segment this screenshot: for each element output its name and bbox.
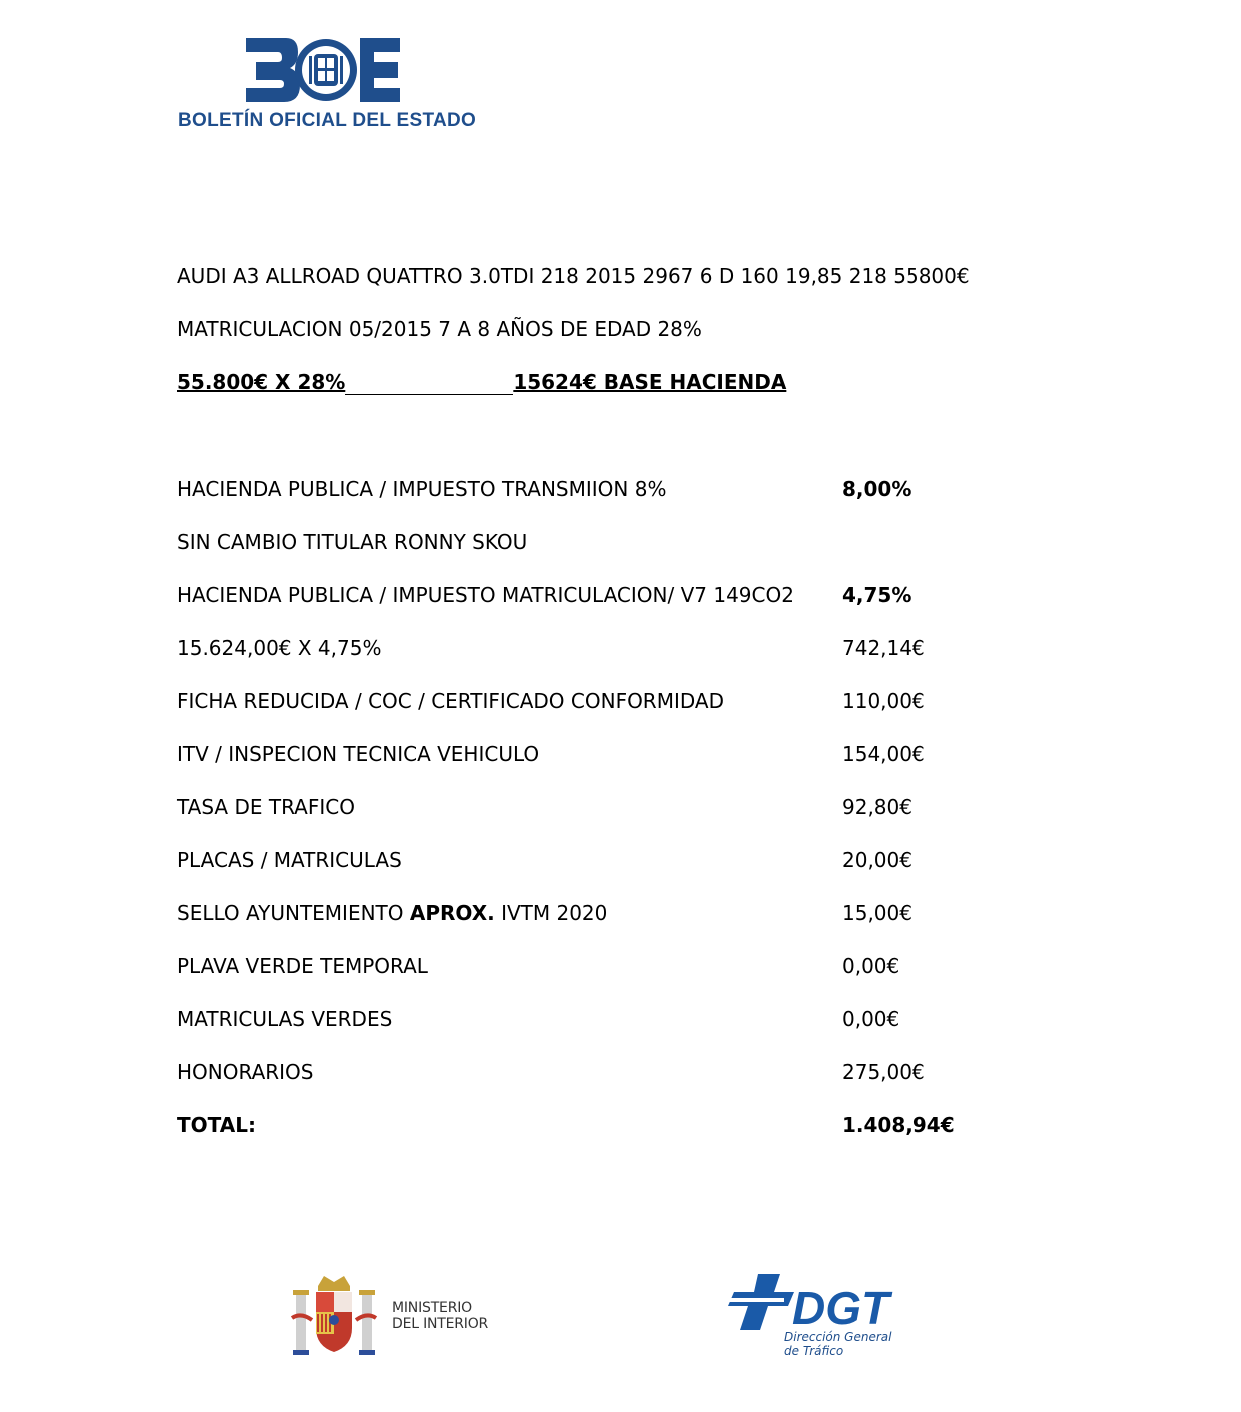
- cost-value: 275,00€: [842, 1060, 925, 1084]
- cost-value: 92,80€: [842, 795, 912, 819]
- base-calculation: [177, 370, 786, 395]
- dgt-subtitle: [784, 1330, 891, 1358]
- ministerio-logo: [288, 1272, 528, 1362]
- dgt-sub-line2: de Tráfico: [784, 1344, 844, 1358]
- boe-logo: [176, 38, 476, 138]
- cost-label: ITV / INSPECION TECNICA VEHICULO: [177, 742, 540, 766]
- underline-spacer: [345, 370, 513, 395]
- cost-label-bold: APROX.: [409, 901, 495, 925]
- cost-value: 154,00€: [842, 742, 925, 766]
- cost-label: HONORARIOS: [177, 1060, 314, 1084]
- cost-row: [177, 848, 977, 874]
- cost-row: [177, 530, 977, 556]
- cost-row: [177, 636, 977, 662]
- cost-value: 20,00€: [842, 848, 912, 872]
- cost-value: 8,00%: [842, 477, 912, 501]
- cost-row: [177, 901, 977, 927]
- total-row: [177, 1113, 977, 1139]
- ministerio-text: [392, 1300, 488, 1332]
- cost-label: PLACAS / MATRICULAS: [177, 848, 402, 872]
- cost-value: 742,14€: [842, 636, 925, 660]
- dgt-title: DGT: [792, 1282, 890, 1332]
- cost-row: [177, 689, 977, 715]
- cost-label: 15.624,00€ X 4,75%: [177, 636, 382, 660]
- coat-of-arms-icon: [288, 1272, 380, 1360]
- ministerio-line2: DEL INTERIOR: [392, 1316, 489, 1332]
- cost-label: PLAVA VERDE TEMPORAL: [177, 954, 428, 978]
- total-label: TOTAL:: [177, 1113, 256, 1137]
- cost-label: HACIENDA PUBLICA / IMPUESTO MATRICULACION/ V7 149CO2: [177, 583, 794, 607]
- cost-value: 15,00€: [842, 901, 912, 925]
- base-calc-left: 55.800€ X 28%: [177, 370, 346, 394]
- cost-row: [177, 477, 977, 503]
- cost-value: 110,00€: [842, 689, 925, 713]
- cost-row: [177, 583, 977, 609]
- cost-label: MATRICULAS VERDES: [177, 1007, 393, 1031]
- cost-label-pre: SELLO AYUNTEMIENTO: [177, 901, 410, 925]
- boe-caption: BOLETÍN OFICIAL DEL ESTADO: [178, 110, 477, 131]
- cost-value: 0,00€: [842, 954, 900, 978]
- cost-label: HACIENDA PUBLICA / IMPUESTO TRANSMIION 8%: [177, 477, 667, 501]
- dgt-sub-line1: Dirección General: [784, 1330, 892, 1344]
- total-value: 1.408,94€: [842, 1113, 955, 1137]
- cost-label-post: IVTM 2020: [494, 901, 608, 925]
- cost-label: SIN CAMBIO TITULAR RONNY SKOU: [177, 530, 528, 554]
- cost-value: 4,75%: [842, 583, 912, 607]
- cost-row: [177, 1007, 977, 1033]
- cost-row: [177, 1060, 977, 1086]
- dgt-cross-icon: [724, 1272, 914, 1332]
- base-calc-right: 15624€ BASE HACIENDA: [513, 370, 787, 394]
- ministerio-line1: MINISTERIO: [392, 1300, 472, 1316]
- cost-value: 0,00€: [842, 1007, 900, 1031]
- cost-row: [177, 954, 977, 980]
- dgt-logo: [724, 1272, 914, 1364]
- cost-label: TASA DE TRAFICO: [177, 795, 355, 819]
- cost-label: [177, 901, 607, 925]
- vehicle-description: AUDI A3 ALLROAD QUATTRO 3.0TDI 218 2015 2967 6 D 160 19,85 218 55800€: [177, 264, 970, 288]
- cost-row: [177, 795, 977, 821]
- cost-row: [177, 742, 977, 768]
- cost-label: FICHA REDUCIDA / COC / CERTIFICADO CONFORMIDAD: [177, 689, 724, 713]
- boe-emblem-icon: [246, 38, 402, 102]
- registration-age: MATRICULACION 05/2015 7 A 8 AÑOS DE EDAD 28%: [177, 317, 702, 341]
